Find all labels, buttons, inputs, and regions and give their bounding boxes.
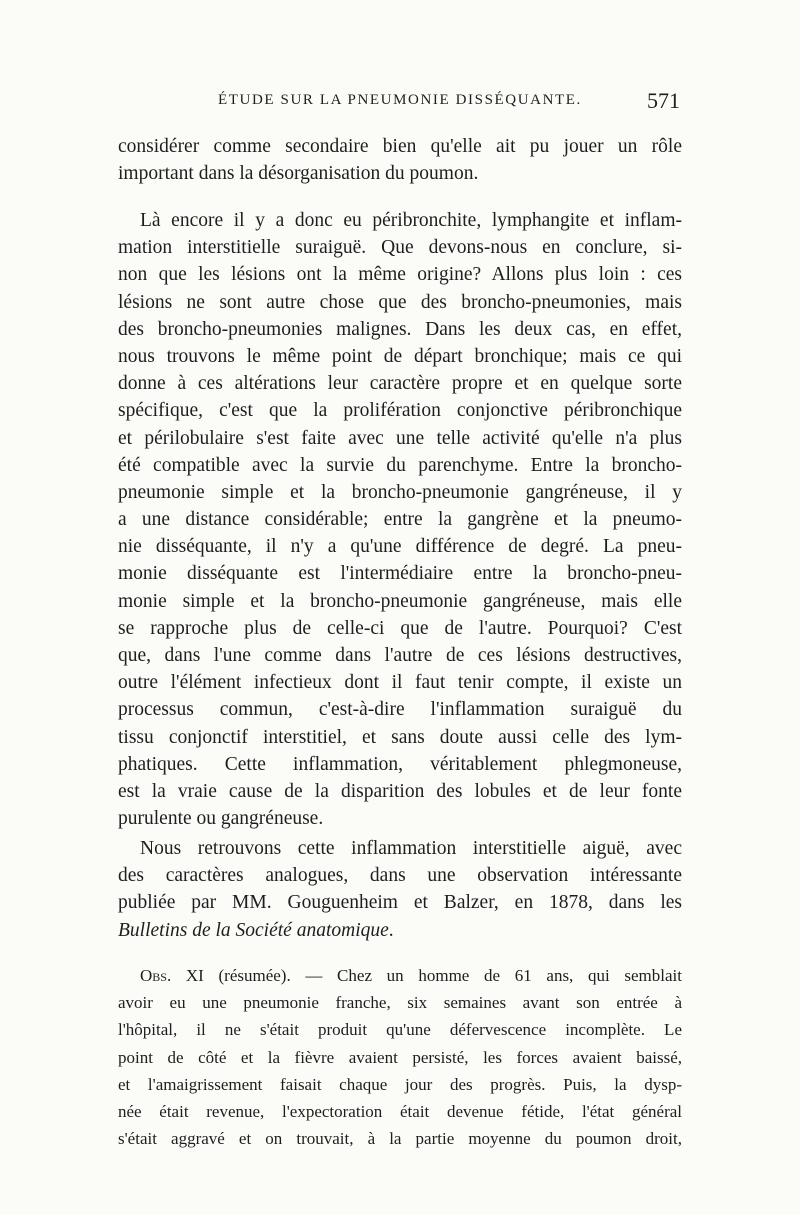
text-line: et périlobulaire s'est faite avec une telle activité qu'elle n'a plus	[118, 427, 682, 449]
text-line: pneumonie simple et la broncho-pneumonie gangréneuse, il y	[118, 481, 682, 503]
observation-label: Obs. XI	[140, 966, 204, 985]
text-line: purulente ou gangréneuse.	[118, 808, 324, 830]
observation-first-line	[118, 962, 682, 989]
text-line: nie disséquante, il n'y a qu'une différence de degré. La pneu-	[118, 536, 682, 558]
paragraph-reference	[118, 835, 682, 944]
text-line: non que les lésions ont la même origine? Allons plus loin : ces	[118, 264, 682, 286]
text-line: tissu conjonctif interstitiel, et sans doute aussi celle des lym-	[118, 726, 682, 748]
text-line: outre l'élément infectieux dont il faut tenir compte, il existe un	[118, 672, 682, 694]
text-line: l'hôpital, il ne s'était produit qu'une défervescence incomplète. Le	[118, 1020, 682, 1040]
text-line: que, dans l'une comme dans l'autre de ces lésions destructives,	[118, 645, 682, 666]
text-line: considérer comme secondaire bien qu'elle ait pu jouer un rôle	[118, 136, 682, 157]
text-line: Nous retrouvons cette inflammation interstitielle aiguë, avec	[140, 838, 682, 859]
text-line: et l'amaigrissement faisait chaque jour des progrès. Puis, la dysp-	[118, 1074, 682, 1094]
text-line: important dans la désorganisation du poumon.	[118, 163, 479, 185]
paragraph-continuation	[118, 133, 682, 187]
text-line: s'était aggravé et on trouvait, à la partie moyenne du poumon droit,	[118, 1129, 682, 1149]
text-line: donne à ces altérations leur caractère propre et en quelque sorte	[118, 373, 682, 395]
observation-label-tail: (résumée). — Chez un homme de 61 ans, qui semblait	[203, 966, 682, 985]
citation-end: .	[388, 919, 394, 941]
text-line: point de côté et la fièvre avaient persisté, les forces avaient baissé,	[118, 1047, 682, 1067]
text-line: monie simple et la broncho-pneumonie gangréneuse, mais elle	[118, 590, 682, 612]
text-line: été compatible avec la survie du parenchyme. Entre la broncho-	[118, 454, 682, 476]
paragraph-main	[118, 207, 682, 832]
text-line: Là encore il y a donc eu péribronchite, lymphangite et inflam-	[140, 210, 682, 231]
text-line: publiée par MM. Gouguenheim et Balzer, en 1878, dans les	[118, 892, 682, 914]
text-line-citation	[118, 917, 682, 944]
text-line: monie disséquante est l'intermédiaire entre la broncho-pneu-	[118, 563, 682, 585]
text-line: des caractères analogues, dans une observation intéressante	[118, 865, 682, 887]
page-number: 571	[647, 88, 680, 113]
text-line: lésions ne sont autre chose que des broncho-pneumonies, mais	[118, 291, 682, 313]
text-line: processus commun, c'est-à-dire l'inflammation suraiguë du	[118, 699, 682, 721]
running-header	[118, 88, 680, 118]
text-line: a une distance considérable; entre la gangrène et la pneumo-	[118, 509, 682, 531]
text-line: phatiques. Cette inflammation, véritablement phlegmoneuse,	[118, 753, 682, 775]
text-line: des broncho-pneumonies malignes. Dans les deux cas, en effet,	[118, 318, 682, 340]
text-line: est la vraie cause de la disparition des lobules et de leur fonte	[118, 780, 682, 802]
text-line: née était revenue, l'expectoration était devenue fétide, l'état général	[118, 1101, 682, 1121]
observation-note	[118, 962, 682, 1152]
text-line: mation interstitielle suraiguë. Que devons-nous en conclure, si-	[118, 237, 682, 259]
running-title: ÉTUDE SUR LA PNEUMONIE DISSÉQUANTE.	[218, 92, 582, 108]
text-line: avoir eu une pneumonie franche, six semaines avant son entrée à	[118, 993, 682, 1013]
journal-title: Bulletins de la Société anatomique	[118, 919, 389, 941]
text-line: nous trouvons le même point de départ bronchique; mais ce qui	[118, 345, 682, 367]
text-line: se rapproche plus de celle-ci que de l'autre. Pourquoi? C'est	[118, 617, 682, 639]
text-line: spécifique, c'est que la prolifération conjonctive péribronchique	[118, 400, 682, 422]
